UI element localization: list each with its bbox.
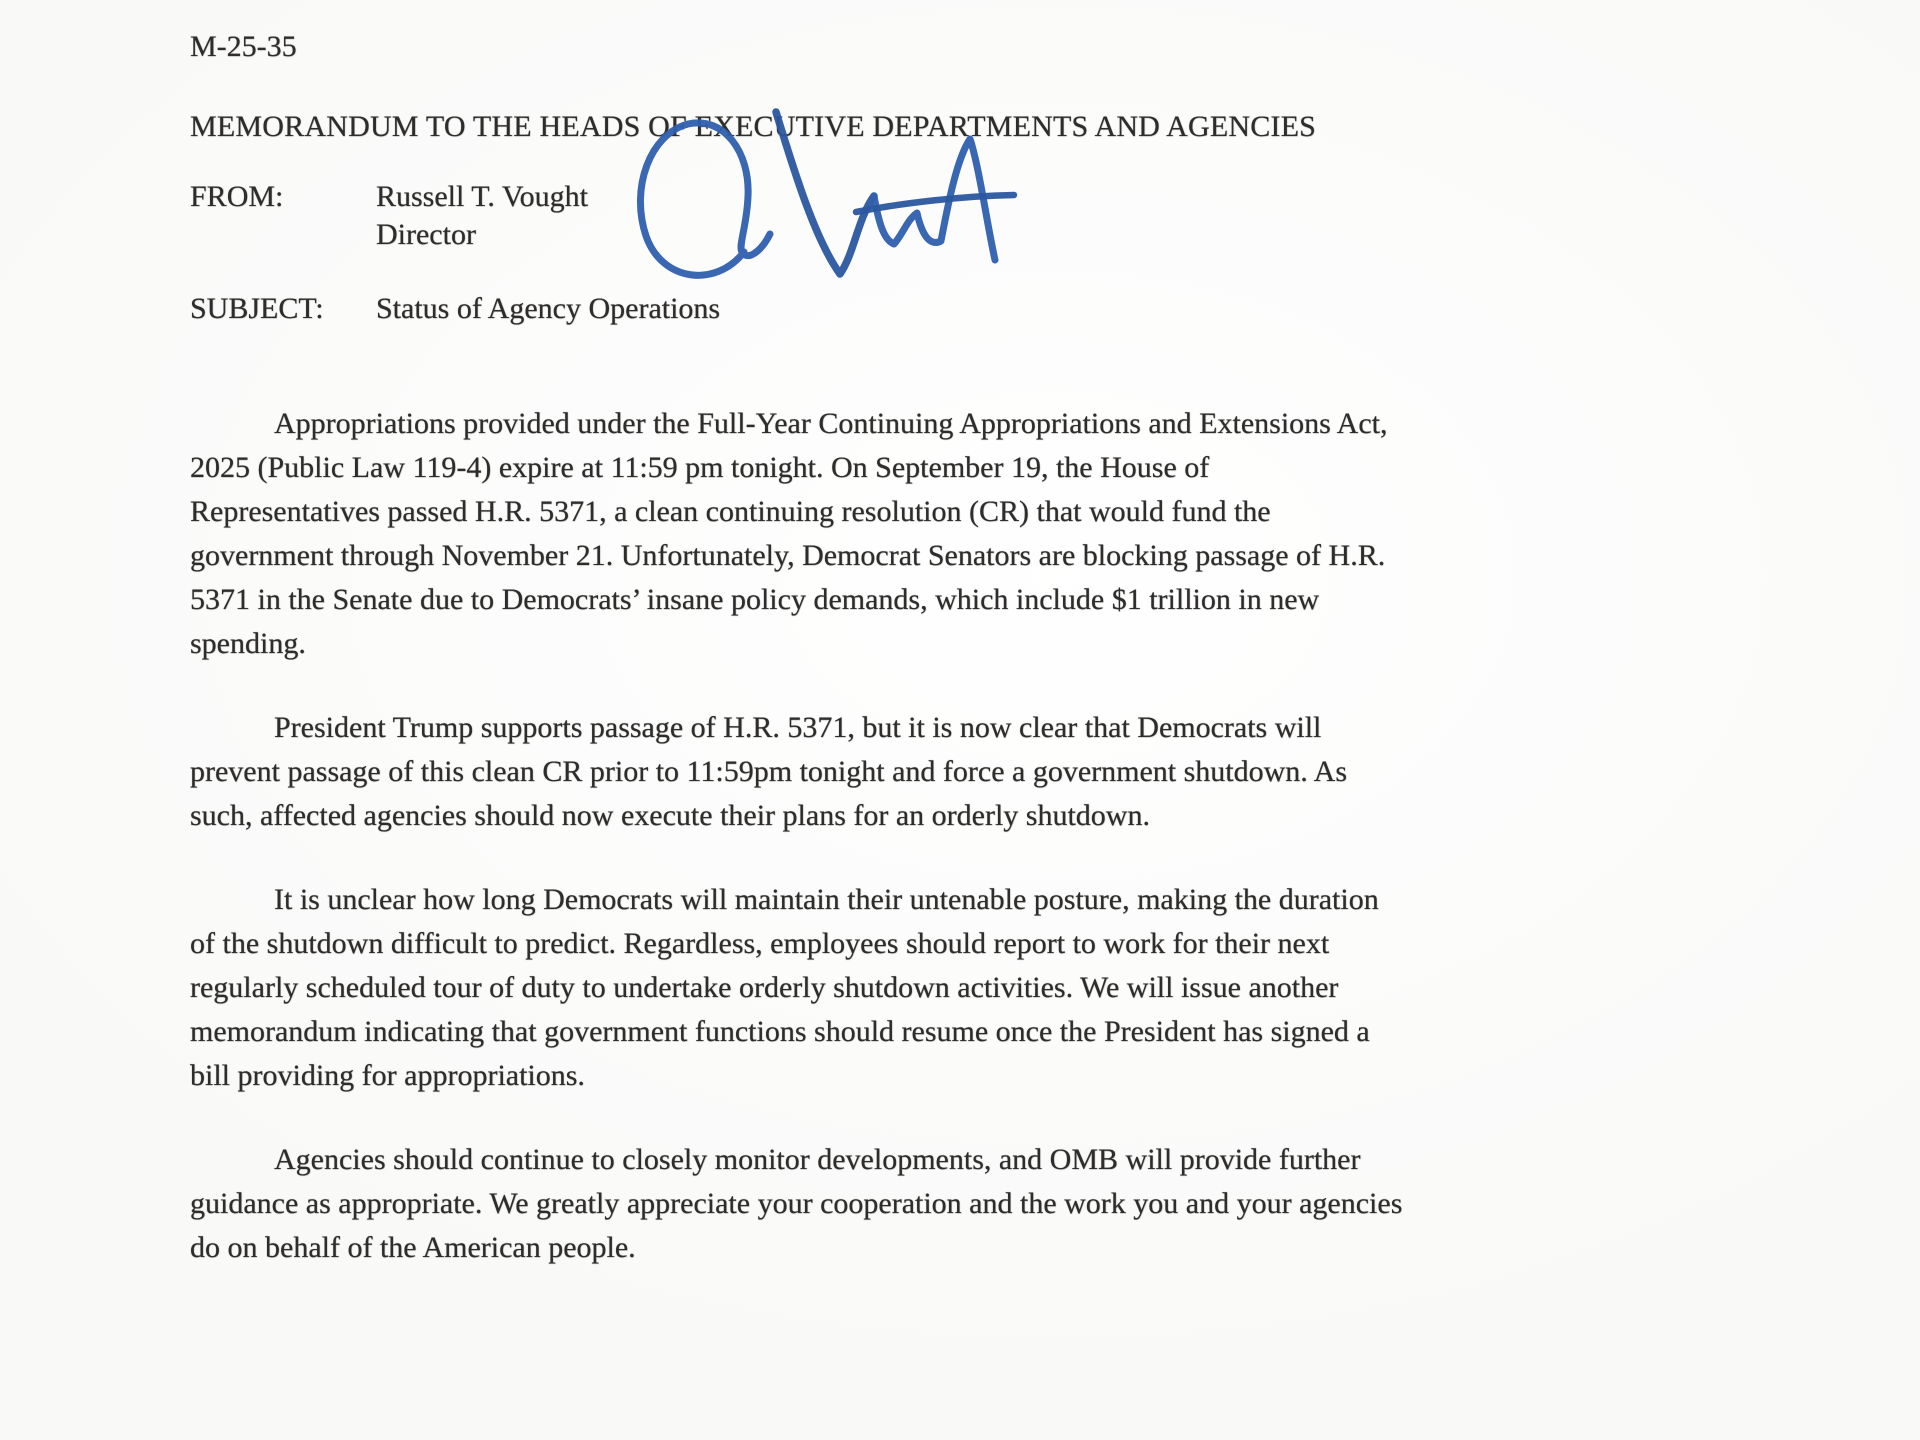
paragraph-shutdown-duration: It is unclear how long Democrats will maintain their untenable posture, making the duration of the shutdown difficult to predict. Regardless, employees should report to work for their next regularly scheduled tour of duty to undertake orderly shutdown activities. We will issue another memorandum indicating that government functions should resume once the President has signed a bill providing for appropriations. xyxy=(190,883,1379,1092)
from-name: Russell T. Vought xyxy=(376,180,588,213)
paragraph-president-supports: President Trump supports passage of H.R. 5371, but it is now clear that Democrats will prevent passage of this clean CR prior to 11:59pm tonight and force a government shutdown. As such, affected agencies should now execute their plans for an orderly shutdown. xyxy=(190,711,1347,832)
from-block xyxy=(190,178,1410,254)
memo-number: M-25-35 xyxy=(190,30,297,63)
paragraph-appropriations: Appropriations provided under the Full-Year Continuing Appropriations and Extensions Act, 2025 (Public Law 119-4) expire at 11:59 pm tonight. On September 19, the House of Representatives passed H.R. 5371, a clean continuing resolution (CR) that would fund the government through November 21. Unfortunately, Democrat Senators are blocking passage of H.R. 5371 in the Senate due to Democrats’ insane policy demands, which include $1 trillion in new spending. xyxy=(190,407,1388,660)
from-role: Director xyxy=(376,218,476,251)
subject-label: SUBJECT: xyxy=(190,292,324,325)
subject-value: Status of Agency Operations xyxy=(376,292,721,325)
memo-body xyxy=(190,402,1410,1270)
memo-title: MEMORANDUM TO THE HEADS OF EXECUTIVE DEPARTMENTS AND AGENCIES xyxy=(190,110,1317,143)
subject-block xyxy=(190,290,1410,328)
from-value xyxy=(376,178,1410,254)
paragraph-omb-guidance: Agencies should continue to closely monitor developments, and OMB will provide further guidance as appropriate. We greatly appreciate your cooperation and the work you and your agencies do on behalf of the American people. xyxy=(190,1143,1403,1264)
from-label: FROM: xyxy=(190,180,284,213)
